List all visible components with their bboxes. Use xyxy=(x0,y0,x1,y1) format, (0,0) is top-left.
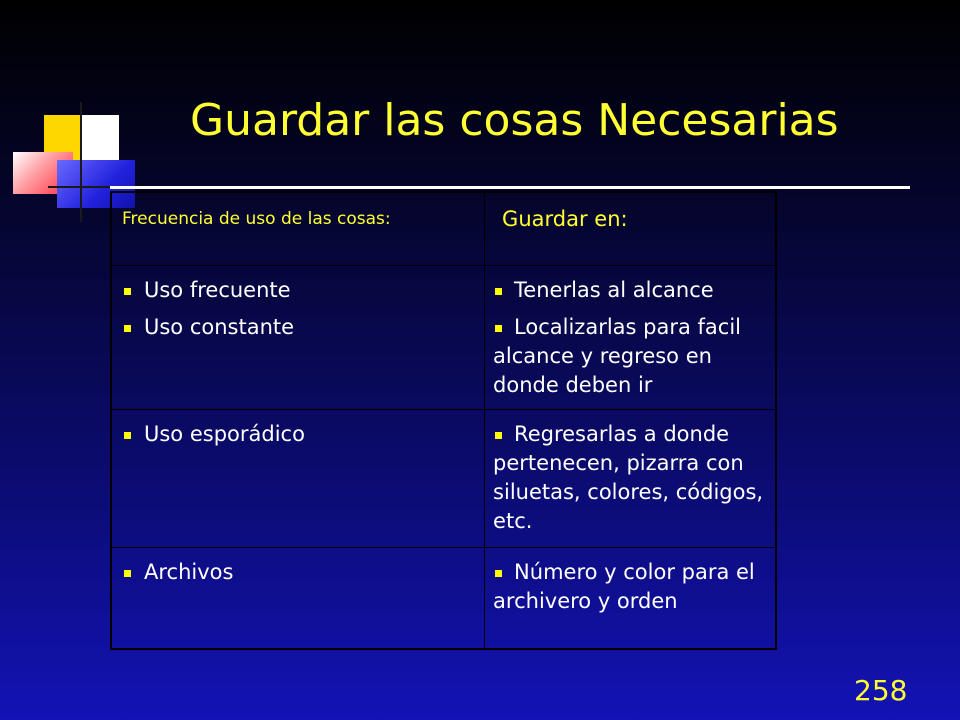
list-item: Localizarlas para facil alcance y regreso en donde deben ir xyxy=(493,313,765,400)
table-header-row xyxy=(111,192,776,265)
list-item: Uso constante xyxy=(120,313,474,342)
header-frequency: Frecuencia de uso de las cosas: xyxy=(111,192,485,265)
store-cell xyxy=(485,265,776,409)
storage-table xyxy=(110,191,777,650)
list-item: Uso frecuente xyxy=(120,276,474,305)
list-item: Regresarlas a donde pertenecen, pizarra con siluetas, colores, códigos, etc. xyxy=(493,420,765,536)
header-store: Guardar en: xyxy=(485,192,776,265)
store-cell xyxy=(485,547,776,649)
list-item: Uso esporádico xyxy=(120,420,474,449)
frequency-cell xyxy=(111,409,485,547)
frequency-cell xyxy=(111,265,485,409)
table-row xyxy=(111,547,776,649)
list-item: Archivos xyxy=(120,558,474,587)
slide-title: Guardar las cosas Necesarias xyxy=(190,95,839,146)
decor-vertical-line xyxy=(80,102,82,222)
title-underline xyxy=(110,186,910,189)
store-cell xyxy=(485,409,776,547)
decor-white-square xyxy=(81,115,119,160)
frequency-cell xyxy=(111,547,485,649)
table-row xyxy=(111,409,776,547)
list-item: Tenerlas al alcance xyxy=(493,276,765,305)
list-item: Número y color para el archivero y orden xyxy=(493,558,765,616)
page-number: 258 xyxy=(854,674,908,707)
table-row xyxy=(111,265,776,409)
